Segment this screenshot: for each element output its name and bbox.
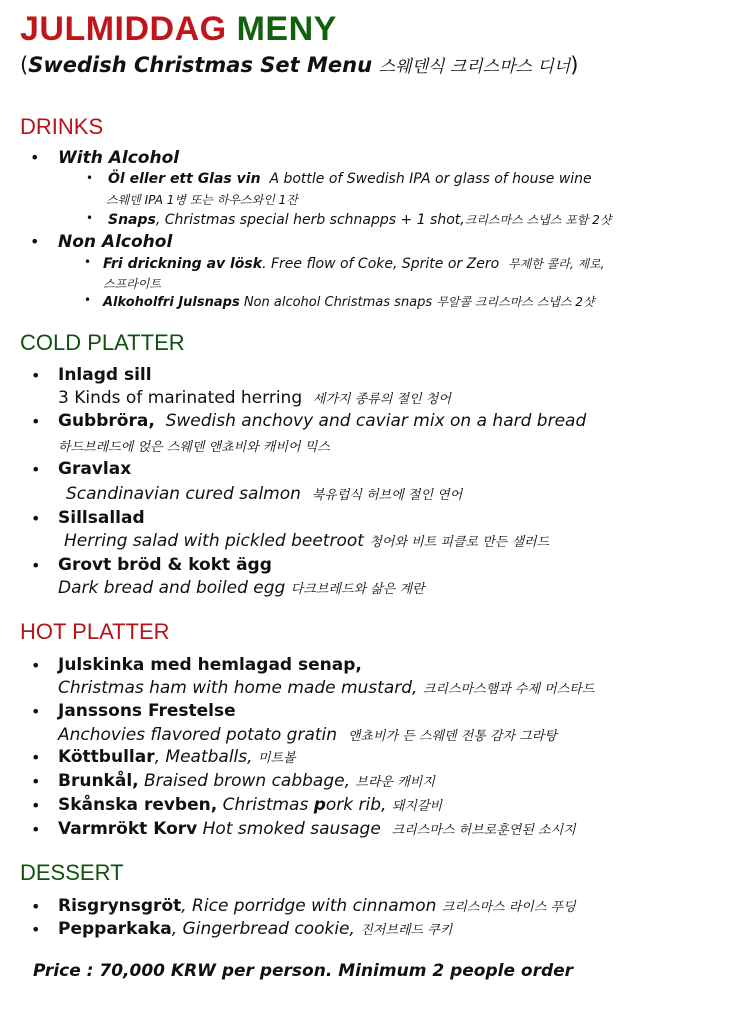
dish-korean: 북유럽식 허브에 절인 연어 (311, 488, 463, 503)
dish-korean: 크리스마스 라이스 푸딩 (441, 900, 576, 915)
dish-korean: 진저브레드 쿠키 (360, 923, 453, 938)
dish-korean: 돼지갈비 (391, 799, 443, 814)
bullet-icon: • (31, 702, 41, 721)
drink-desc: , Christmas special herb schnapps + 1 shot, (155, 212, 465, 228)
dish-name: Köttbullar, Meatballs, 미트볼 (58, 747, 296, 767)
bullet-icon: • (84, 293, 92, 307)
dish-name: Gravlax (58, 459, 132, 479)
dish-korean: 브라운 캐비지 (355, 775, 435, 790)
dish-desc: Braised brown cabbage, (144, 771, 350, 791)
dish-desc: Christmas pork rib, (222, 795, 387, 815)
bullet-icon: • (31, 460, 41, 479)
section-title-drinks: DRINKS (20, 114, 104, 139)
dish-desc: , Gingerbread cookie, (171, 919, 355, 939)
dish-name: Grovt bröd & kokt ägg (58, 555, 272, 575)
menu-subtitle (20, 52, 578, 77)
drink-item (103, 255, 604, 272)
dish-name: Julskinka med hemlagad senap, (58, 655, 362, 675)
drink-name: Alkoholfri Julsnaps (103, 295, 240, 310)
price-note: Price : 70,000 KRW per person. Minimum 2 people order (33, 961, 574, 981)
drink-name: Snaps (108, 212, 156, 228)
drink-item (108, 211, 611, 228)
subtitle-close-paren: ) (570, 53, 579, 77)
dish-name: Gubbröra, Swedish anchovy and caviar mix on a hard bread (58, 411, 587, 431)
bullet-icon: • (31, 820, 41, 839)
drinks-non-alcohol-label: Non Alcohol (58, 232, 173, 252)
drink-name: Fri drickning av lösk (103, 256, 263, 272)
subtitle-korean: 스웨덴식 크리스마스 디너 (378, 57, 571, 77)
drink-item (103, 293, 595, 310)
bullet-icon: • (31, 897, 41, 916)
dish-name: Pepparkaka, Gingerbread cookie, 진저브레드 쿠키 (58, 919, 453, 939)
drinks-with-alcohol-label: With Alcohol (58, 148, 180, 168)
dish-name: Inlagd sill (58, 365, 152, 385)
drink-desc: . Free flow of Coke, Sprite or Zero (262, 256, 500, 272)
dish-korean: 청어와 비트 피클로 만든 샐러드 (369, 535, 550, 550)
dish-korean: 크리스마스 허브로훈연된 소시지 (391, 823, 576, 838)
dish-korean: 하드브레드에 얹은 스웨덴 앤쵸비와 캐비어 믹스 (58, 440, 330, 455)
bullet-icon: • (31, 920, 41, 939)
drink-korean: 스웨덴 IPA 1병 또는 하우스와인 1잔 (106, 193, 298, 207)
drink-name: Öl eller ett Glas vin (108, 171, 261, 187)
drink-korean: 무제한 콜라, 제로, (508, 257, 605, 271)
dish-name: Risgrynsgröt, Rice porridge with cinnamon 크리스마스 라이스 푸딩 (58, 896, 576, 916)
bullet-icon: • (31, 772, 41, 791)
bullet-icon: • (31, 366, 41, 385)
bullet-icon: • (30, 232, 40, 251)
dish-desc: , Meatballs, (154, 747, 253, 767)
title-meny: MENY (236, 10, 337, 48)
dish-desc: Herring salad with pickled beetroot 청어와 비트 피클로 만든 샐러드 (64, 531, 550, 551)
bullet-icon: • (31, 656, 41, 675)
dish-name: Varmrökt Korv Hot smoked sausage 크리스마스 허브로훈연된 소시지 (58, 819, 576, 839)
bullet-icon: • (86, 171, 94, 185)
dish-korean: 세가지 종류의 절인 청어 (312, 392, 451, 407)
drink-item (108, 171, 592, 187)
dish-desc: Hot smoked sausage (202, 819, 381, 839)
dish-desc: Anchovies flavored potato gratin 앤쵸비가 든 스웨덴 전통 감자 그라탕 (58, 725, 557, 745)
bullet-icon: • (84, 255, 92, 269)
bullet-icon: • (86, 211, 94, 225)
dish-desc: Swedish anchovy and caviar mix on a hard bread (165, 411, 587, 431)
dish-desc: , Rice porridge with cinnamon (181, 896, 437, 916)
dish-desc: 3 Kinds of marinated herring 세가지 종류의 절인 청어 (58, 388, 451, 408)
dish-desc: Dark bread and boiled egg 다크브레드와 삶은 계란 (58, 578, 425, 598)
dish-name: Sillsallad (58, 508, 145, 528)
dish-korean: 다크브레드와 삶은 계란 (290, 582, 425, 597)
drink-korean: 크리스마스 스냅스 포함 2샷 (464, 213, 612, 227)
drink-korean: 무알콜 크리스마스 스냅스 2샷 (436, 295, 595, 309)
section-title-hot-platter: HOT PLATTER (20, 619, 170, 644)
drink-desc: Non alcohol Christmas snaps (243, 295, 433, 310)
subtitle-english: Swedish Christmas Set Menu (28, 53, 373, 77)
dish-desc: Christmas ham with home made mustard, 크리스마스햄과 수제 머스타드 (58, 678, 595, 698)
title-julmiddag: JULMIDDAG (20, 10, 227, 48)
dish-korean: 미트볼 (257, 751, 296, 766)
dish-korean: 크리스마스햄과 수제 머스타드 (422, 682, 595, 697)
bullet-icon: • (31, 412, 41, 431)
bullet-icon: • (30, 148, 40, 167)
menu-title (20, 10, 337, 49)
dish-name: Janssons Frestelse (58, 701, 236, 721)
bullet-icon: • (31, 509, 41, 528)
bullet-icon: • (31, 796, 41, 815)
dish-korean: 앤쵸비가 든 스웨덴 전통 감자 그라탕 (347, 729, 557, 744)
bullet-icon: • (31, 556, 41, 575)
drink-korean: 스프라이트 (103, 277, 161, 291)
subtitle-open-paren: ( (20, 53, 29, 77)
section-title-cold-platter: COLD PLATTER (20, 330, 185, 355)
dish-name: Brunkål, Braised brown cabbage, 브라운 캐비지 (58, 771, 435, 791)
bullet-icon: • (31, 748, 41, 767)
dish-desc: Scandinavian cured salmon 북유럽식 허브에 절인 연어 (66, 484, 463, 504)
dish-name: Skånska revben, Christmas pork rib, 돼지갈비 (58, 795, 443, 815)
section-title-dessert: DESSERT (20, 860, 124, 885)
drink-desc: A bottle of Swedish IPA or glass of house wine (269, 171, 592, 187)
